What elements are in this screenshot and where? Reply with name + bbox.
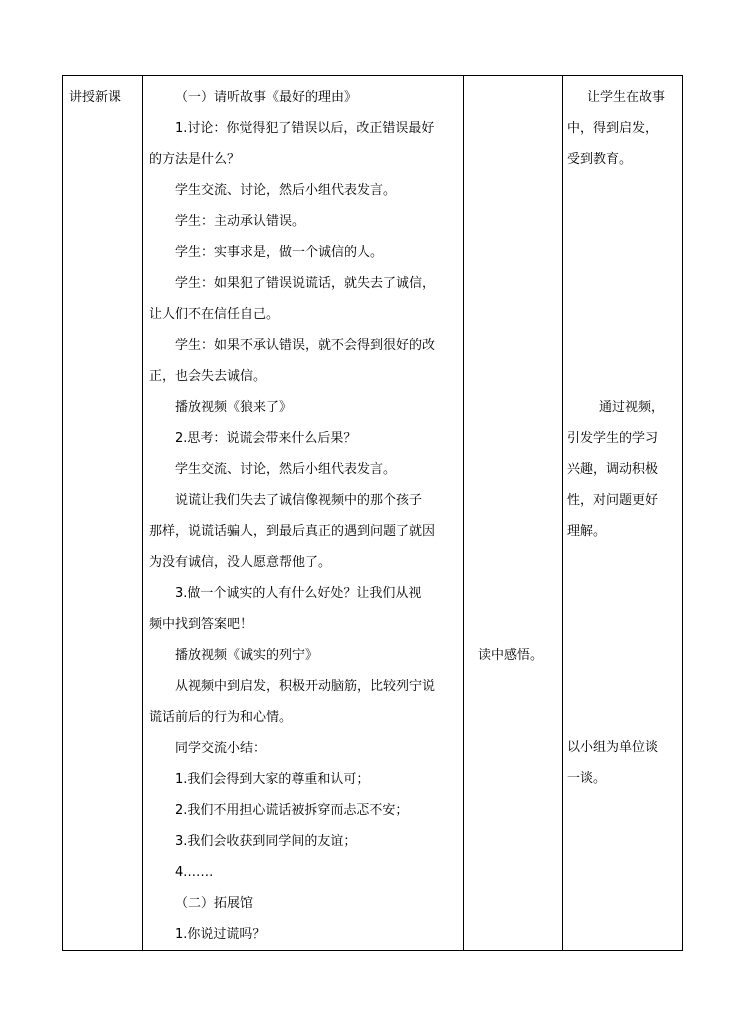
teaching-content-cell [143,76,464,951]
content-line: 谎话前后的行为和心情。 [149,710,293,725]
content-line: 从视频中到启发，积极开动脑筋，比较列宁说 [175,679,436,694]
content-line: 播放视频《狼来了》 [175,400,293,415]
content-line: 学生交流、讨论，然后小组代表发言。 [175,462,397,477]
content-line: 为没有诚信，没人愿意帮他了。 [149,555,332,570]
content-line: 1.我们会得到大家的尊重和认可； [175,772,370,787]
intent-line: 以小组为单位谈 [567,740,659,755]
content-line: 学生：主动承认错误。 [175,214,306,229]
intent-line: 性，对问题更好 [567,493,659,508]
design-intent-3 [567,732,680,794]
content-line: 那样，说谎话骗人，到最后真正的遇到问题了就因 [149,524,436,539]
design-intent-cell [563,76,683,951]
intent-line: 兴趣，调动积极 [567,462,659,477]
design-intent-2 [567,392,680,547]
lesson-plan-table [62,75,683,951]
content-line: 3.我们会收获到同学间的友谊； [175,834,357,849]
student-activity-cell [464,76,563,951]
content-line: 1.讨论：你觉得犯了错误以后，改正错误最好 [175,121,435,136]
stage-label: 讲授新课 [69,90,122,105]
content-line: 学生：实事求是，做一个诚信的人。 [175,245,384,260]
content-line: 学生：如果不承认错误，就不会得到很好的改 [175,338,436,353]
content-line: （一）请听故事《最好的理由》 [175,90,358,105]
content-line: 说谎让我们失去了诚信像视频中的那个孩子 [175,493,423,508]
content-line: 学生交流、讨论，然后小组代表发言。 [175,183,397,198]
intent-line: 通过视频， [599,400,665,415]
intent-line: 受到教育。 [567,152,633,167]
content-line: 频中找到答案吧！ [149,617,254,632]
intent-line: 引发学生的学习 [567,431,659,446]
content-line: 1.你说过谎吗？ [175,927,266,942]
teaching-content [149,82,457,950]
content-line: 2.思考：说谎会带来什么后果？ [175,431,357,446]
intent-line: 中，得到启发， [567,121,659,136]
content-line: 正，也会失去诚信。 [149,369,267,384]
content-line: 的方法是什么？ [149,152,241,167]
content-line: 2.我们不用担心谎话被拆穿而忐忑不安； [175,803,409,818]
content-line: 学生：如果犯了错误说谎话，就失去了诚信， [175,276,436,291]
table-row [63,76,683,951]
stage-cell [63,76,143,951]
intent-line: 让学生在故事 [587,90,666,105]
content-line: 播放视频《诚实的列宁》 [175,648,319,663]
design-intent-1 [567,82,680,175]
content-line: 让人们不在信任自己。 [149,307,280,322]
intent-line: 理解。 [567,524,607,539]
content-line: 3.做一个诚实的人有什么好处？让我们从视 [175,586,422,601]
content-line: （二）拓展馆 [175,896,254,911]
content-line: 4.…… [175,865,214,880]
intent-line: 一谈。 [567,771,607,786]
content-line: 同学交流小结： [175,741,267,756]
student-activity: 读中感悟。 [478,648,544,663]
